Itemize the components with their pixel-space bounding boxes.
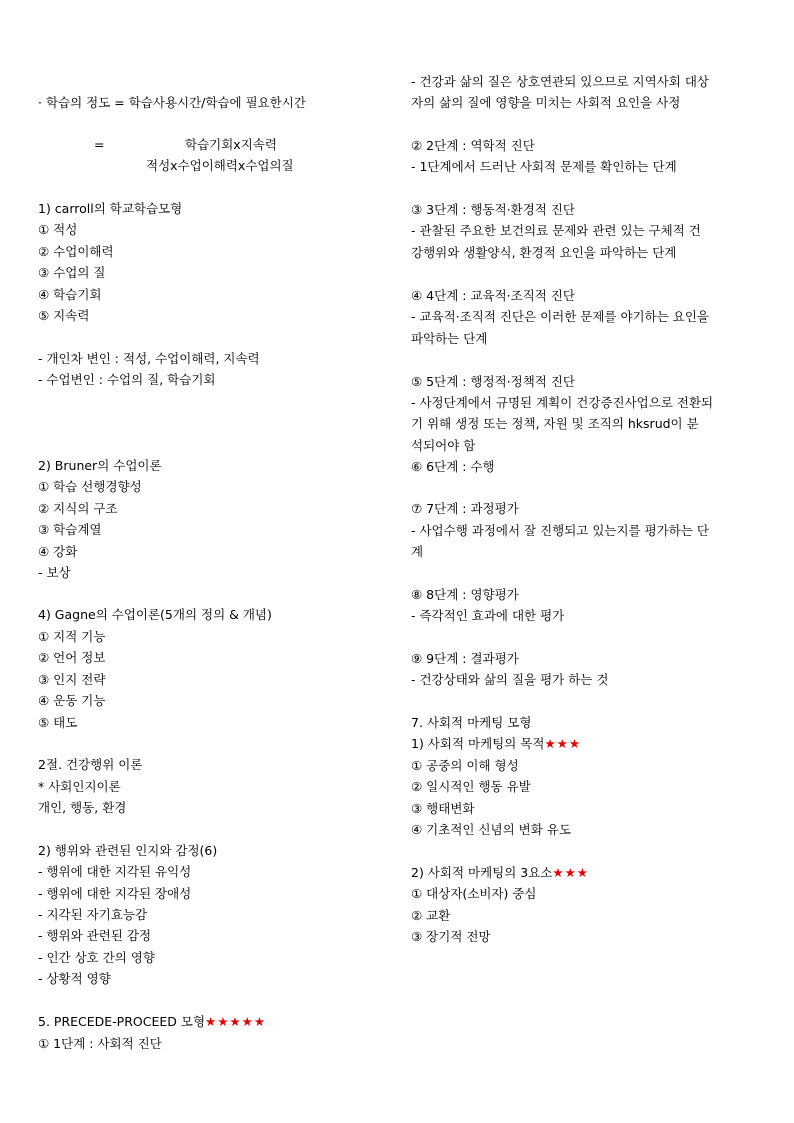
gagne-item: ④ 운동 기능 <box>38 693 106 708</box>
formula-equals: = <box>94 137 105 152</box>
bruner-item: ④ 강화 <box>38 544 78 559</box>
formula-numerator: 학습기회x지속력 <box>185 137 277 152</box>
intro-line: 자의 삶의 질에 영향을 미치는 사회적 요인을 사정 <box>411 95 681 110</box>
bruner-item: ③ 학습계열 <box>38 522 102 537</box>
marketing-elements-item: ③ 장기적 전망 <box>411 929 491 944</box>
marketing-elements-title <box>411 864 589 881</box>
marketing-elements-item: ② 교환 <box>411 908 451 923</box>
gagne-item: ② 언어 정보 <box>38 650 106 665</box>
gagne-item: ③ 인지 전략 <box>38 672 106 687</box>
cognition-item: - 행위에 대한 지각된 유익성 <box>38 864 192 879</box>
step6-title: ⑥ 6단계 : 수행 <box>411 459 495 474</box>
step5-desc: 기 위해 생정 또는 정책, 자원 및 조직의 hksrud이 분 <box>411 416 699 431</box>
cognition-item: - 행위에 대한 지각된 장애성 <box>38 886 192 901</box>
marketing-purpose-item: ③ 행태변화 <box>411 801 475 816</box>
step4-title: ④ 4단계 : 교육적·조직적 진단 <box>411 288 575 303</box>
step2-desc: - 1단계에서 드러난 사회적 문제를 확인하는 단계 <box>411 159 677 174</box>
carroll-item: ④ 학습기회 <box>38 287 102 302</box>
marketing-purpose-item: ④ 기초적인 신념의 변화 유도 <box>411 822 571 837</box>
bruner-title: 2) Bruner의 수업이론 <box>38 458 162 473</box>
cognition-title: 2) 행위와 관련된 인지와 감정(6) <box>38 843 218 858</box>
carroll-item: ⑤ 지속력 <box>38 308 90 323</box>
bruner-item: ② 지식의 구조 <box>38 501 118 516</box>
star-rating-icon: ★★★ <box>552 865 590 880</box>
step5-title: ⑤ 5단계 : 행정적·정책적 진단 <box>411 374 575 389</box>
marketing-purpose-item: ② 일시적인 행동 유발 <box>411 779 531 794</box>
step8-title: ⑧ 8단계 : 영향평가 <box>411 587 519 602</box>
step2-title: ② 2단계 : 역학적 진단 <box>411 138 535 153</box>
gagne-item: ① 지적 기능 <box>38 629 106 644</box>
carroll-item: ② 수업이해력 <box>38 244 114 259</box>
health-sub2: 개인, 행동, 환경 <box>38 800 127 815</box>
gagne-title: 4) Gagne의 수업이론(5개의 정의 & 개념) <box>38 607 272 622</box>
formula-denominator: 적성x수업이해력x수업의질 <box>146 158 294 173</box>
step7-desc: - 사업수행 과정에서 잘 진행되고 있는지를 평가하는 단 <box>411 523 709 538</box>
star-rating-icon: ★★★ <box>544 736 582 751</box>
star-rating-icon: ★★★★★ <box>205 1014 267 1029</box>
carroll-note: - 수업변인 : 수업의 질, 학습기회 <box>38 372 216 387</box>
learning-degree-formula: · 학습의 정도 = 학습사용시간/학습에 필요한시간 <box>38 95 306 110</box>
step3-desc: - 관찰된 주요한 보건의료 문제와 관련 있는 구체적 건 <box>411 223 701 238</box>
step5-desc: - 사정단계에서 규명된 계획이 건강증진사업으로 전환되 <box>411 395 714 410</box>
step3-title: ③ 3단계 : 행동적·환경적 진단 <box>411 202 575 217</box>
step7-desc: 계 <box>411 544 424 559</box>
cognition-item: - 행위와 관련된 감정 <box>38 928 152 943</box>
bruner-item: ① 학습 선행경향성 <box>38 479 142 494</box>
step3-desc: 강행위와 생활양식, 환경적 요인을 파악하는 단계 <box>411 245 677 260</box>
health-sub: * 사회인지이론 <box>38 779 121 794</box>
marketing-elements-item: ① 대상자(소비자) 중심 <box>411 886 537 901</box>
precede-step1: ① 1단계 : 사회적 진단 <box>38 1036 162 1051</box>
carroll-note: - 개인차 변인 : 적성, 수업이해력, 지속력 <box>38 351 260 366</box>
precede-title-text: 5. PRECEDE-PROCEED 모형 <box>38 1014 206 1029</box>
carroll-title: 1) carroll의 학교학습모형 <box>38 201 183 216</box>
cognition-item: - 인간 상호 간의 영향 <box>38 950 156 965</box>
step9-desc: - 건강상태와 삶의 질을 평가 하는 것 <box>411 672 609 687</box>
step5-desc: 석되어야 함 <box>411 438 476 453</box>
marketing-elements-text: 2) 사회적 마케팅의 3요소 <box>411 865 553 880</box>
health-title: 2절. 건강행위 이론 <box>38 757 143 772</box>
marketing-purpose-title <box>411 735 581 752</box>
carroll-item: ③ 수업의 질 <box>38 265 106 280</box>
step8-desc: - 즉각적인 효과에 대한 평가 <box>411 608 565 623</box>
cognition-item: - 지각된 자기효능감 <box>38 907 148 922</box>
step9-title: ⑨ 9단계 : 결과평가 <box>411 651 519 666</box>
cognition-item: - 상황적 영향 <box>38 971 111 986</box>
step7-title: ⑦ 7단계 : 과정평가 <box>411 501 519 516</box>
marketing-purpose-text: 1) 사회적 마케팅의 목적 <box>411 736 545 751</box>
precede-title <box>38 1013 266 1030</box>
marketing-title: 7. 사회적 마케팅 모형 <box>411 715 532 730</box>
step4-desc: 파악하는 단계 <box>411 331 488 346</box>
carroll-item: ① 적성 <box>38 222 78 237</box>
intro-line: - 건강과 삶의 질은 상호연관되 있으므로 지역사회 대상 <box>411 74 709 89</box>
marketing-purpose-item: ① 공중의 이해 형성 <box>411 758 519 773</box>
step4-desc: - 교육적·조직적 진단은 이러한 문제를 야기하는 요인을 <box>411 309 709 324</box>
bruner-item: - 보상 <box>38 565 71 580</box>
gagne-item: ⑤ 태도 <box>38 715 78 730</box>
